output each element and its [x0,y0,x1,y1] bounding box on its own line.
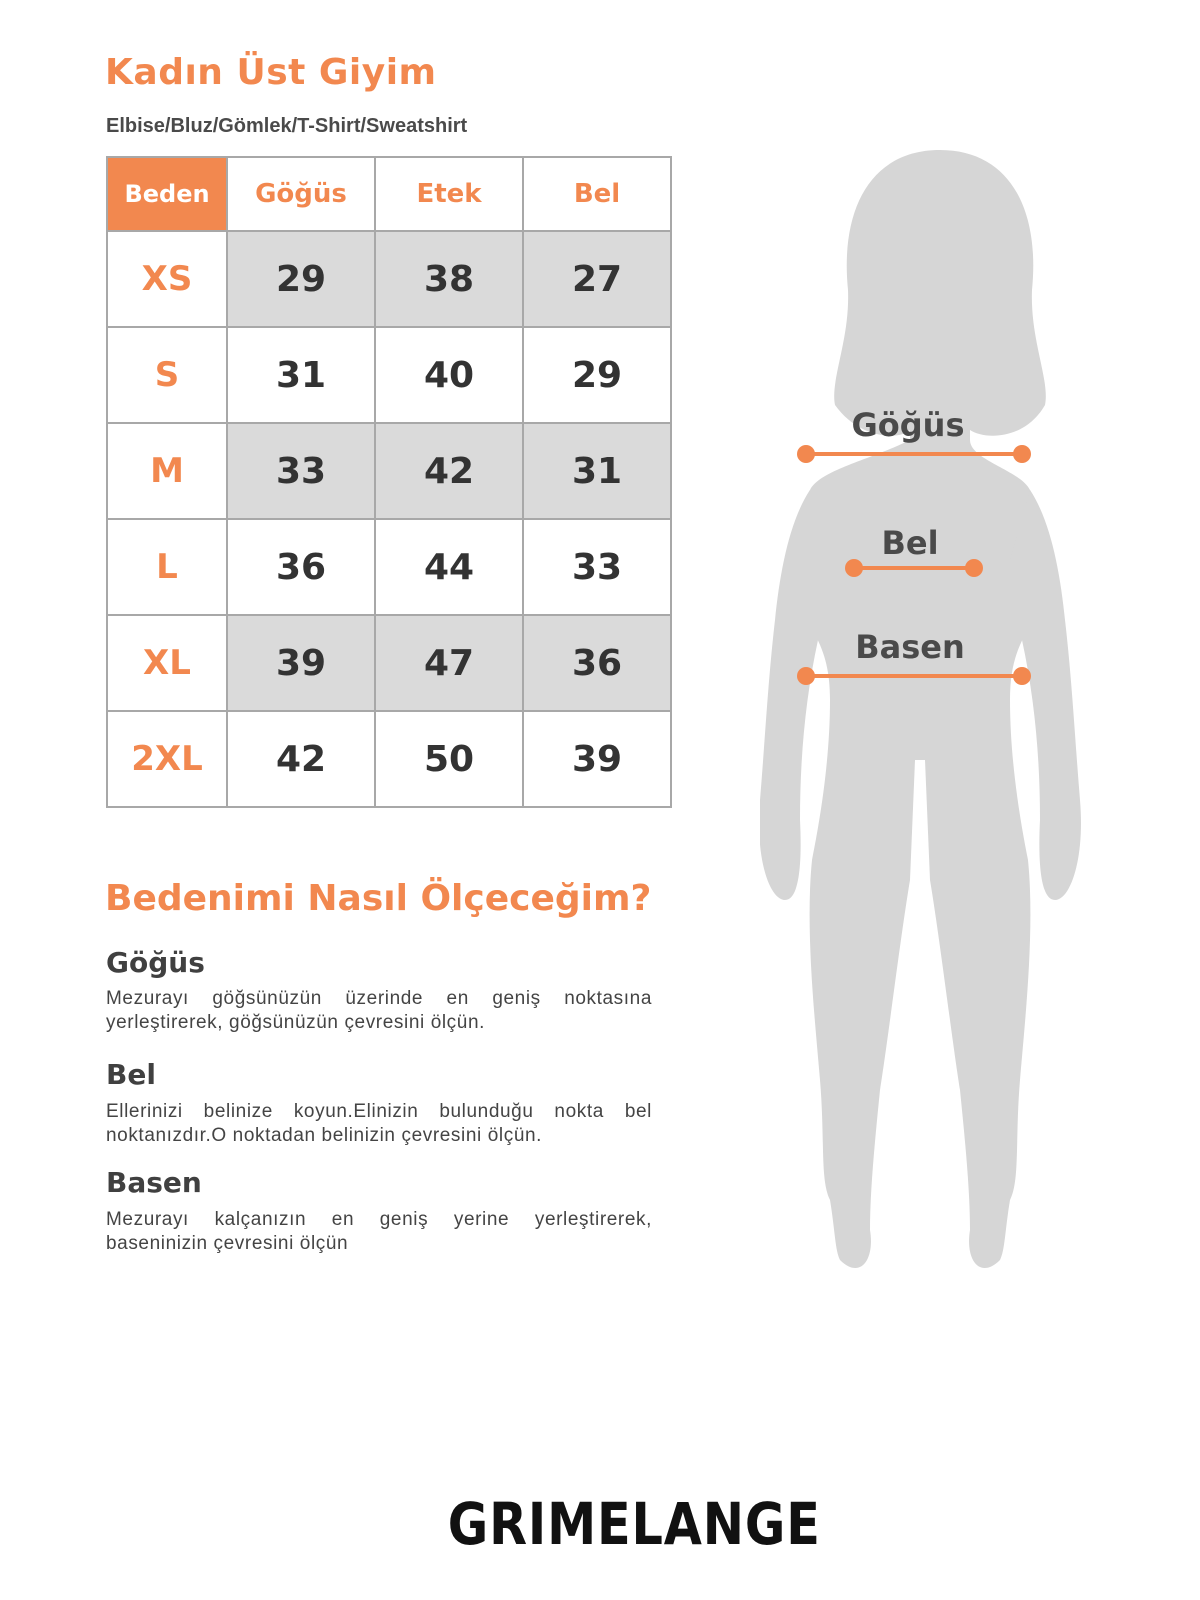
table-row [107,423,671,519]
hip-heading: Basen [106,1166,202,1199]
size-label: 2XL [107,711,227,807]
table-header-row [107,157,671,231]
body-silhouette [760,140,1120,1290]
skirt-value: 40 [375,327,523,423]
silhouette-shape [760,150,1081,1268]
column-header-size: Beden [107,157,227,231]
size-label: L [107,519,227,615]
chest-value: 29 [227,231,375,327]
table-row [107,327,671,423]
skirt-value: 38 [375,231,523,327]
chest-label: Göğüs [851,406,965,444]
column-header-waist: Bel [523,157,671,231]
chest-value: 42 [227,711,375,807]
skirt-value: 50 [375,711,523,807]
page-title: Kadın Üst Giyim [105,52,437,93]
skirt-value: 47 [375,615,523,711]
chest-instructions: Mezurayı göğsünüzün üzerinde en geniş noktasına yerleştirerek, göğsünüzün çevresini ölçün. [106,988,652,1033]
table-row [107,615,671,711]
chest-value: 39 [227,615,375,711]
size-table [106,156,672,808]
table-row [107,231,671,327]
hip-label: Basen [855,628,965,666]
waist-instructions: Ellerinizi belinize koyun.Elinizin bulunduğu nokta bel noktanızdır.O noktadan belinizin çevresini ölçün. [106,1101,652,1146]
waist-label: Bel [881,524,939,562]
size-label: S [107,327,227,423]
waist-value: 27 [523,231,671,327]
hip-instructions: Mezurayı kalçanızın en geniş yerine yerleştirerek, baseninizin çevresini ölçün [106,1209,652,1254]
skirt-value: 44 [375,519,523,615]
size-label: XS [107,231,227,327]
skirt-value: 42 [375,423,523,519]
waist-heading: Bel [106,1058,156,1091]
column-header-skirt: Etek [375,157,523,231]
size-label: M [107,423,227,519]
page-subtitle: Elbise/Bluz/Gömlek/T-Shirt/Sweatshirt [106,115,468,137]
chest-value: 31 [227,327,375,423]
table-row [107,711,671,807]
waist-value: 36 [523,615,671,711]
waist-value: 33 [523,519,671,615]
chest-value: 33 [227,423,375,519]
size-label: XL [107,615,227,711]
chest-heading: Göğüs [106,946,205,979]
how-to-measure-title: Bedenimi Nasıl Ölçeceğim? [105,878,652,919]
table-row [107,519,671,615]
brand-logo: GRIMELANGE [447,1490,821,1558]
chest-value: 36 [227,519,375,615]
waist-value: 29 [523,327,671,423]
column-header-chest: Göğüs [227,157,375,231]
waist-value: 31 [523,423,671,519]
waist-value: 39 [523,711,671,807]
